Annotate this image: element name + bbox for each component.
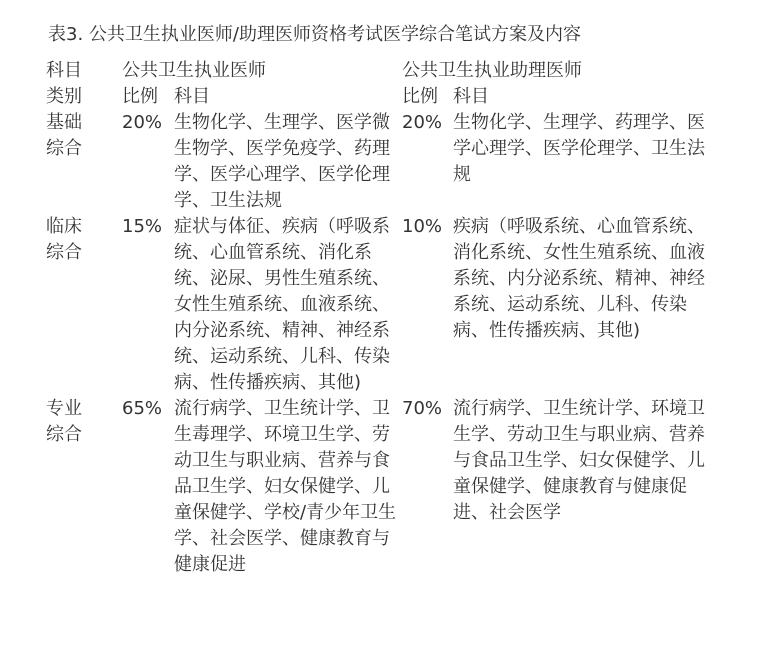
category-line: 综合 — [46, 424, 82, 445]
table-row-professional — [44, 396, 719, 578]
subjects-cell: 生物化学、生理学、药理学、医学心理学、医学伦理学、卫生法规 — [453, 112, 705, 185]
header-ratio-1: 比例 — [122, 86, 158, 107]
category-line: 综合 — [46, 242, 82, 263]
category-line: 临床 — [46, 216, 82, 237]
subjects-cell: 生物化学、生理学、医学微生物学、医学免疫学、药理学、医学心理学、医学伦理学、卫生法规 — [174, 112, 390, 211]
ratio-cell: 70% — [402, 398, 443, 419]
header-group-1: 公共卫生执业医师 — [122, 60, 266, 81]
header-ratio-2: 比例 — [402, 86, 438, 107]
category-line: 专业 — [46, 398, 82, 419]
table-row-clinical — [44, 214, 719, 396]
ratio-cell: 20% — [122, 112, 163, 133]
category-cell — [44, 214, 120, 396]
header-category-label: 类别 — [46, 86, 82, 107]
category-cell — [44, 396, 120, 578]
header-subject-2: 科目 — [453, 86, 489, 107]
header-subject-1: 科目 — [174, 86, 210, 107]
ratio-cell: 15% — [122, 216, 163, 237]
subjects-cell: 流行病学、卫生统计学、卫生毒理学、环境卫生学、劳动卫生与职业病、营养与食品卫生学、妇女保健学、儿童保健学、学校/青少年卫生学、社会医学、健康教育与健康促进 — [174, 398, 397, 575]
exam-plan-table — [44, 58, 719, 578]
header-group-2: 公共卫生执业助理医师 — [402, 60, 582, 81]
subjects-cell: 疾病（呼吸系统、心血管系统、消化系统、女性生殖系统、血液系统、内分泌系统、精神、神经系统、运动系统、儿科、传染病、性传播疾病、其他) — [453, 216, 705, 341]
header-row-1 — [44, 58, 719, 84]
category-cell — [44, 110, 120, 214]
category-line: 综合 — [46, 138, 82, 159]
table-title: 表3. 公共卫生执业医师/助理医师资格考试医学综合笔试方案及内容 — [48, 24, 581, 45]
header-subject-label: 科目 — [46, 60, 82, 81]
subjects-cell: 症状与体征、疾病（呼吸系统、心血管系统、消化系统、泌尿、男性生殖系统、女性生殖系统、血液系统、内分泌系统、精神、神经系统、运动系统、儿科、传染病、性传播疾病、其他) — [174, 216, 390, 393]
category-line: 基础 — [46, 112, 82, 133]
table-row-basic — [44, 110, 719, 214]
header-row-2 — [44, 84, 719, 110]
subjects-cell: 流行病学、卫生统计学、环境卫生学、劳动卫生与职业病、营养与食品卫生学、妇女保健学、儿童保健学、健康教育与健康促进、社会医学 — [453, 398, 705, 523]
ratio-cell: 20% — [402, 112, 443, 133]
ratio-cell: 10% — [402, 216, 443, 237]
ratio-cell: 65% — [122, 398, 163, 419]
